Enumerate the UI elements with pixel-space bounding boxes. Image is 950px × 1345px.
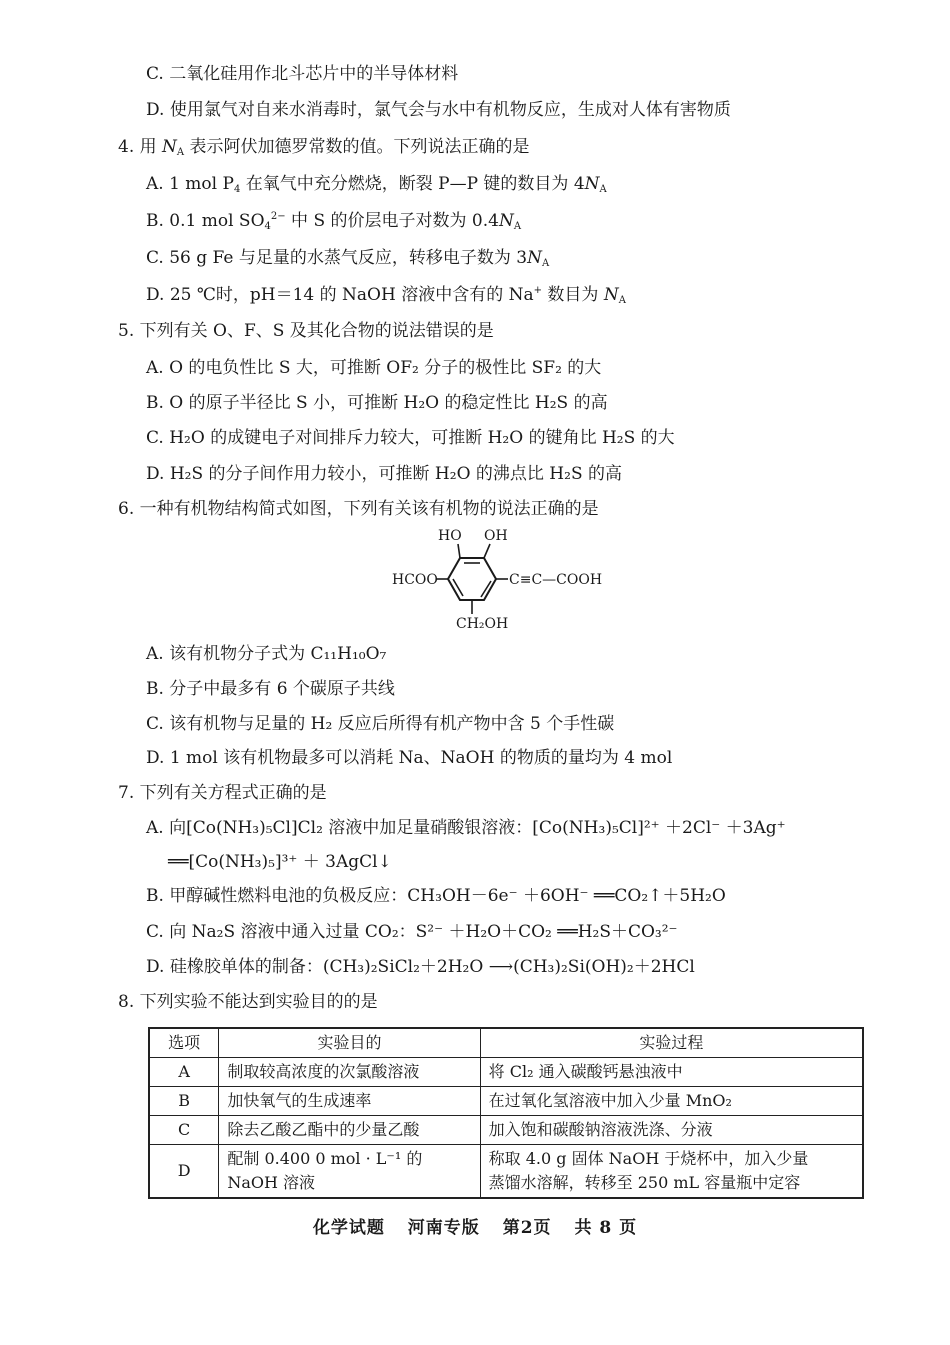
structural-formula (380, 526, 640, 634)
table-row (149, 1058, 863, 1087)
q7-option-d: D. 硅橡胶单体的制备：(CH₃)₂SiCl₂＋2H₂O ⟶(CH₃)₂Si(OH)₂＋2HCl (146, 957, 695, 977)
q5-option-a: A. O 的电负性比 S 大，可推断 OF₂ 分子的极性比 SF₂ 的大 (146, 358, 602, 378)
footer-total: 共 8 页 (574, 1218, 638, 1238)
q6-stem: 6. 一种有机物结构简式如图，下列有关该有机物的说法正确的是 (118, 499, 599, 519)
table-row (149, 1087, 863, 1116)
q3-option-d: D. 使用氯气对自来水消毒时，氯气会与水中有机物反应，生成对人体有害物质 (146, 100, 731, 120)
q4-option-d: D. 25 ℃时，pH＝14 的 NaOH 溶液中含有的 Na+ 数目为 $N_A$ (146, 285, 626, 306)
row-option: A (149, 1058, 219, 1087)
q4-option-a: A. 1 mol $P_4$ 在氧气中充分燃烧，断裂 P—P 键的数目为 $4N_A$ (146, 174, 607, 195)
row-procedure: 在过氧化氢溶液中加入少量 MnO₂ (480, 1087, 863, 1116)
row-procedure: 加入饱和碳酸钠溶液洗涤、分液 (480, 1116, 863, 1145)
label-oh: OH (484, 528, 508, 544)
row-procedure (480, 1145, 863, 1199)
q6-option-b: B. 分子中最多有 6 个碳原子共线 (146, 679, 395, 699)
row-procedure: 将 Cl₂ 通入碳酸钙悬浊液中 (480, 1058, 863, 1087)
q3-option-c: C. 二氧化硅用作北斗芯片中的半导体材料 (146, 64, 459, 84)
footer-subject: 化学试题 (312, 1218, 385, 1238)
q8-stem: 8. 下列实验不能达到实验目的的是 (118, 992, 378, 1012)
label-alkyne-chain: C≡C—COOH (509, 572, 603, 588)
bond-oh (484, 544, 490, 558)
label-ch2oh: CH₂OH (456, 616, 509, 632)
row-goal: 除去乙酸乙酯中的少量乙酸 (219, 1116, 480, 1145)
q5-option-d: D. H₂S 的分子间作用力较小，可推断 H₂O 的沸点比 H₂S 的高 (146, 464, 622, 484)
page-footer (0, 1213, 950, 1238)
row-goal-line1: 配制 0.400 0 mol · L⁻¹ 的 (227, 1149, 423, 1168)
benzene-ring (448, 558, 496, 600)
footer-page: 第2页 (502, 1218, 552, 1238)
q7-option-a-line1: A. 向[Co(NH₃)₅Cl]Cl₂ 溶液中加足量硝酸银溶液：[Co(NH₃)₅Cl]²⁺ ＋2Cl⁻ ＋3Ag⁺ (146, 818, 786, 838)
row-option: B (149, 1087, 219, 1116)
row-procedure-line1: 称取 4.0 g 固体 NaOH 于烧杯中，加入少量 (488, 1149, 809, 1168)
q5-option-b: B. O 的原子半径比 S 小，可推断 H₂O 的稳定性比 H₂S 的高 (146, 393, 608, 413)
row-procedure-line2: 蒸馏水溶解，转移至 250 mL 容量瓶中定容 (488, 1173, 801, 1192)
row-goal: 制取较高浓度的次氯酸溶液 (219, 1058, 480, 1087)
q5-option-c: C. H₂O 的成键电子对间排斥力较大，可推断 H₂O 的键角比 H₂S 的大 (146, 428, 675, 448)
molecule-diagram (380, 526, 640, 634)
q7-option-c: C. 向 Na₂S 溶液中通入过量 CO₂：S²⁻ ＋H₂O＋CO₂ ══H₂S＋CO₃²⁻ (146, 922, 678, 942)
q4-stem: 4. 用 $N_A$ 表示阿伏加德罗常数的值。下列说法正确的是 (118, 137, 530, 158)
q6-option-d: D. 1 mol 该有机物最多可以消耗 Na、NaOH 的物质的量均为 4 mol (146, 748, 673, 768)
row-goal-line2: NaOH 溶液 (227, 1173, 316, 1192)
row-option: D (149, 1145, 219, 1199)
table-header-row (149, 1028, 863, 1058)
q6-option-c: C. 该有机物与足量的 H₂ 反应后所得有机产物中含 5 个手性碳 (146, 714, 615, 734)
row-option: C (149, 1116, 219, 1145)
q6-option-a: A. 该有机物分子式为 C₁₁H₁₀O₇ (146, 644, 387, 664)
row-goal (219, 1145, 480, 1199)
table-row (149, 1145, 863, 1199)
q7-option-b: B. 甲醇碱性燃料电池的负极反应：CH₃OH－6e⁻ ＋6OH⁻ ══CO₂↑＋5H₂O (146, 886, 726, 906)
label-hcoo: HCOO (392, 572, 438, 588)
q4-option-b: B. 0.1 mol $SO_4^{2-}$ 中 S 的价层电子对数为 $0.4N_A$ (146, 211, 522, 232)
row-goal: 加快氧气的生成速率 (219, 1087, 480, 1116)
label-ho: HO (438, 528, 462, 544)
header-option: 选项 (149, 1028, 219, 1058)
q5-stem: 5. 下列有关 O、F、S 及其化合物的说法错误的是 (118, 321, 494, 341)
q7-option-a-line2: ══[Co(NH₃)₅]³⁺ ＋ 3AgCl↓ (168, 852, 392, 872)
header-procedure: 实验过程 (480, 1028, 863, 1058)
q7-stem: 7. 下列有关方程式正确的是 (118, 783, 327, 803)
bond-ho (458, 544, 460, 558)
ring-double-bond (453, 579, 463, 596)
header-goal: 实验目的 (219, 1028, 480, 1058)
table-row (149, 1116, 863, 1145)
footer-edition: 河南专版 (407, 1218, 480, 1238)
q4-option-c: C. 56 g Fe 与足量的水蒸气反应，转移电子数为 $3N_A$ (146, 248, 550, 269)
experiment-table (148, 1027, 864, 1199)
